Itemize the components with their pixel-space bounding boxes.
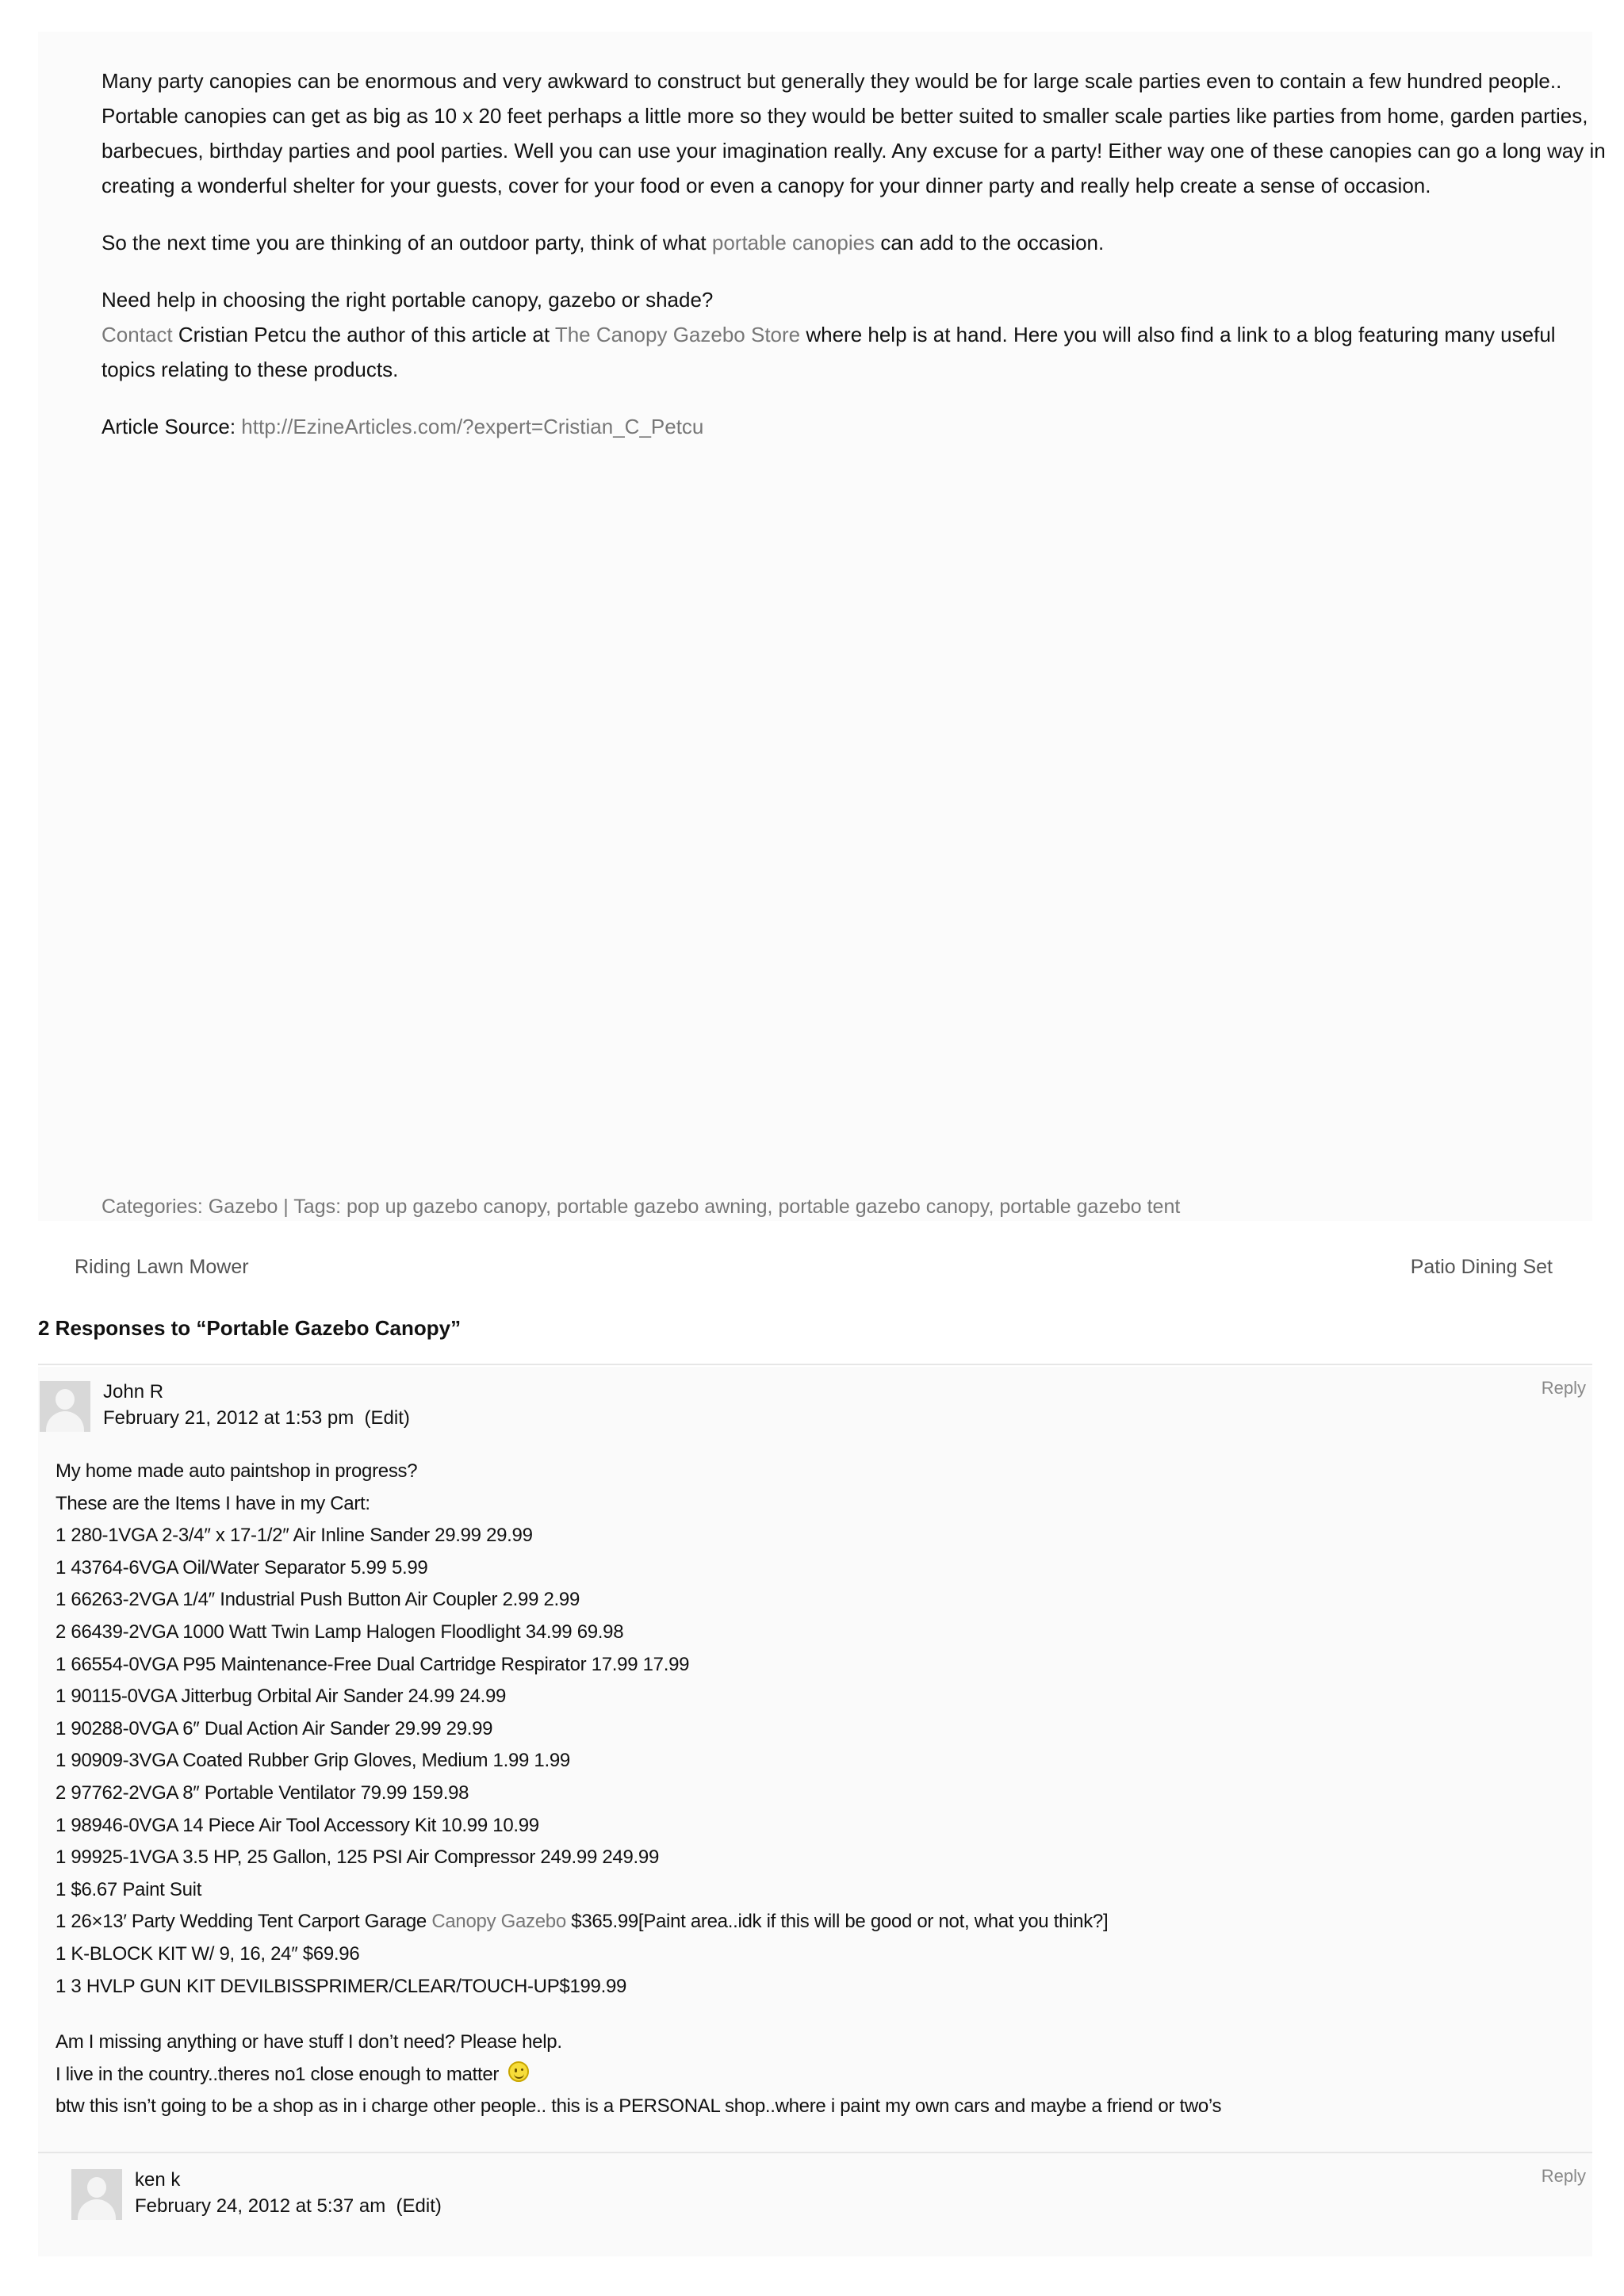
responses-heading: 2 Responses to “Portable Gazebo Canopy” bbox=[38, 1316, 462, 1340]
comment-meta bbox=[135, 2195, 442, 2218]
comment-line: Am I missing anything or have stuff I don’t need? Please help. bbox=[56, 2031, 562, 2053]
comment-author[interactable]: John R bbox=[103, 1381, 164, 1402]
comment-line: btw this isn’t going to be a shop as in i charge other people.. this is a PERSONAL shop..where i paint my own cars and maybe a friend or two’s bbox=[56, 2095, 1222, 2118]
text: Cristian Petcu the author of this article at bbox=[172, 323, 555, 346]
article-content-area bbox=[38, 32, 1606, 1221]
article-paragraph bbox=[102, 282, 1608, 387]
divider bbox=[38, 1364, 1592, 1365]
tag-link[interactable]: pop up gazebo canopy bbox=[347, 1196, 546, 1218]
article-source-link[interactable]: http://EzineArticles.com/?expert=Cristian_C_Petcu bbox=[241, 415, 704, 438]
cart-line: 2 97762-2VGA 8″ Portable Ventilator 79.99 159.98 bbox=[56, 1781, 469, 1804]
previous-post-link[interactable]: Riding Lawn Mower bbox=[75, 1256, 249, 1278]
cart-line: 1 43764-6VGA Oil/Water Separator 5.99 5.99 bbox=[56, 1556, 428, 1578]
edit-link[interactable]: (Edit) bbox=[396, 2195, 442, 2217]
default-avatar-icon bbox=[40, 1381, 90, 1432]
contact-link[interactable]: Contact bbox=[102, 323, 173, 346]
cart-line: 1 280-1VGA 2-3/4″ x 17-1/2″ Air Inline Sander 29.99 29.99 bbox=[56, 1525, 533, 1547]
cart-line: 1 90909-3VGA Coated Rubber Grip Gloves, Medium 1.99 1.99 bbox=[56, 1750, 570, 1772]
next-post-link[interactable]: Patio Dining Set bbox=[1410, 1256, 1553, 1278]
comment-author[interactable]: ken k bbox=[135, 2169, 181, 2191]
comment-meta bbox=[103, 1407, 410, 1429]
cart-line bbox=[56, 1906, 1578, 1938]
reply-link[interactable]: Reply bbox=[1541, 1378, 1586, 1398]
portable-canopies-link[interactable]: portable canopies bbox=[711, 231, 875, 254]
source-label: Article Source: bbox=[102, 415, 242, 438]
tag-link[interactable]: portable gazebo tent bbox=[999, 1196, 1181, 1218]
text: I live in the country..theres no1 close enough to matter bbox=[56, 2063, 504, 2085]
categories-label: Categories: bbox=[102, 1196, 209, 1218]
text: 1 26×13′ Party Wedding Tent Carport Garage bbox=[56, 1911, 432, 1933]
cart-line: 1 3 HVLP GUN KIT DEVILBISSPRIMER/CLEAR/TOUCH-UP$199.99 bbox=[56, 1975, 627, 1997]
cart-line: 1 66554-0VGA P95 Maintenance-Free Dual Cartridge Respirator 17.99 17.99 bbox=[56, 1653, 690, 1675]
canopy-gazebo-store-link[interactable]: The Canopy Gazebo Store bbox=[554, 323, 801, 346]
category-link[interactable]: Gazebo bbox=[208, 1196, 278, 1218]
text: where help is at hand. Here you will also find a link to a blog featuring many useful topics relating to these products. bbox=[102, 323, 1556, 381]
article-paragraph: Many party canopies can be enormous and very awkward to construct but generally they would be for large scale parties even to contain a few hundred people.. Portable canopies can get as big as 10 x 20 feet perhaps a little more so they would be better suited to smaller scale parties like parties from home, garden parties, barbecues, birthday parties and pool parties. Well you can use your imagination really. Any excuse for a party! Either way one of these canopies can go a long way in creating a wonderful shelter for your guests, cover for your food or even a canopy for your dinner party and really help create a sense of occasion. bbox=[102, 69, 1606, 197]
wink-smiley-icon bbox=[508, 2061, 529, 2082]
text: Need help in choosing the right portable canopy, gazebo or shade? bbox=[102, 288, 714, 312]
comment-body bbox=[56, 1456, 1578, 2123]
tag-link[interactable]: portable gazebo canopy bbox=[778, 1196, 989, 1218]
cart-line: 1 $6.67 Paint Suit bbox=[56, 1878, 202, 1900]
article-body bbox=[102, 63, 1608, 466]
cart-line: 1 90288-0VGA 6″ Dual Action Air Sander 29.99 29.99 bbox=[56, 1717, 493, 1739]
comment-date[interactable]: February 24, 2012 at 5:37 am bbox=[135, 2195, 386, 2217]
post-meta: Categories: Gazebo | Tags: pop up gazebo canopy, portable gazebo awning, portable gazebo canopy, portable gazebo tent bbox=[102, 1196, 1181, 1218]
comment-line: My home made auto paintshop in progress? bbox=[56, 1460, 418, 1482]
text: can add to the occasion. bbox=[875, 231, 1105, 254]
cart-line: 1 66263-2VGA 1/4″ Industrial Push Button Air Coupler 2.99 2.99 bbox=[56, 1589, 580, 1611]
cart-line: 1 99925-1VGA 3.5 HP, 25 Gallon, 125 PSI Air Compressor 249.99 249.99 bbox=[56, 1846, 659, 1869]
cart-line: 1 98946-0VGA 14 Piece Air Tool Accessory Kit 10.99 10.99 bbox=[56, 1814, 539, 1836]
cart-line: 2 66439-2VGA 1000 Watt Twin Lamp Halogen Floodlight 34.99 69.98 bbox=[56, 1621, 624, 1643]
canopy-gazebo-link[interactable]: Canopy Gazebo bbox=[431, 1911, 566, 1933]
tags-label: | Tags: bbox=[278, 1196, 347, 1218]
text: $365.99[Paint area..idk if this will be good or not, what you think?] bbox=[565, 1911, 1109, 1933]
cart-line: 1 K-BLOCK KIT W/ 9, 16, 24″ $69.96 bbox=[56, 1942, 360, 1965]
comment-line bbox=[56, 2059, 1578, 2091]
tag-link[interactable]: portable gazebo awning bbox=[557, 1196, 768, 1218]
comment-date[interactable]: February 21, 2012 at 1:53 pm bbox=[103, 1407, 354, 1429]
comment-line: These are the Items I have in my Cart: bbox=[56, 1492, 370, 1514]
default-avatar-icon bbox=[71, 2169, 122, 2220]
cart-line: 1 90115-0VGA Jitterbug Orbital Air Sander 24.99 24.99 bbox=[56, 1686, 507, 1708]
article-paragraph bbox=[102, 225, 1608, 260]
text: So the next time you are thinking of an outdoor party, think of what bbox=[102, 231, 712, 254]
edit-link[interactable]: (Edit) bbox=[364, 1407, 410, 1429]
article-source bbox=[102, 409, 1608, 444]
reply-link[interactable]: Reply bbox=[1541, 2166, 1586, 2186]
